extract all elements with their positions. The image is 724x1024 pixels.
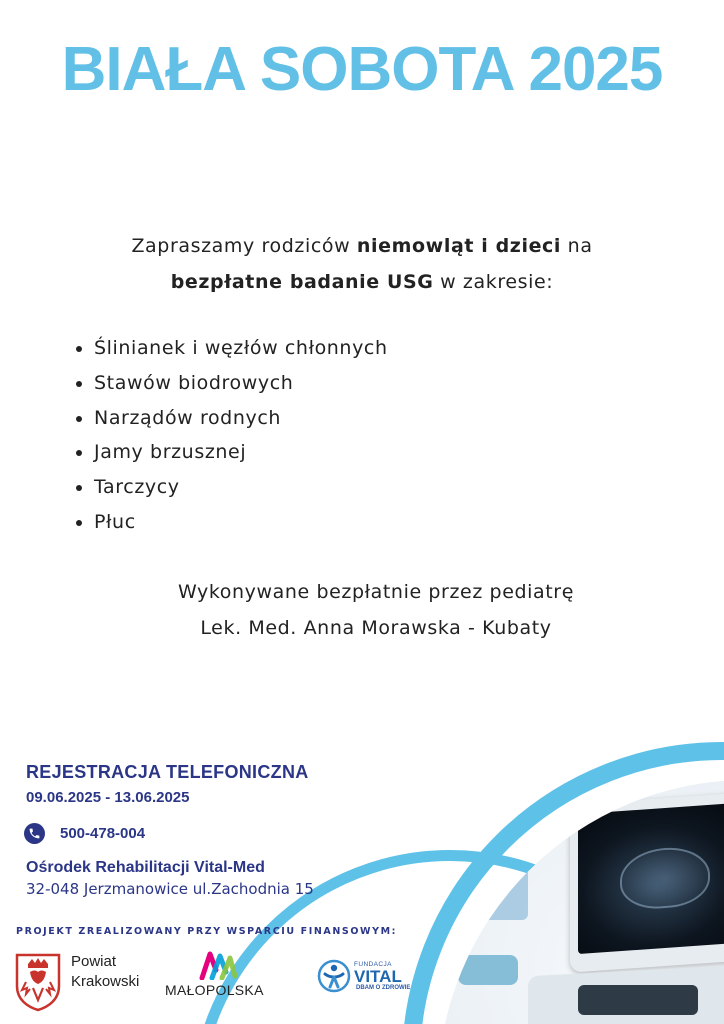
malopolska-logo-icon (198, 950, 238, 980)
ultrasound-photo (438, 780, 724, 1024)
malopolska-logo-text: MAŁOPOLSKA (165, 982, 264, 998)
intro-line-2: bezpłatne badanie USG w zakresie: (170, 271, 554, 293)
ultrasound-image (620, 845, 710, 911)
ultrasound-monitor (570, 791, 724, 972)
exam-list (70, 331, 388, 540)
vital-logo-tagline: DBAM O ZDROWIE (356, 985, 411, 991)
phone-icon (24, 823, 45, 844)
registration-dates: 09.06.2025 - 13.06.2025 (26, 789, 190, 806)
powiat-crest-icon (14, 952, 62, 1012)
photo-teal-object (458, 955, 518, 985)
performed-line-1: Wykonywane bezpłatnie przez pediatrę (177, 581, 575, 603)
ultrasound-touchpad (578, 985, 698, 1015)
vital-logo-small-text: FUNDACJA (354, 961, 392, 968)
list-item: Tarczycy (70, 470, 388, 505)
photo-blue-object (458, 840, 528, 920)
center-address: 32-048 Jerzmanowice ul.Zachodnia 15 (26, 880, 314, 898)
powiat-logo-text: Powiat Krakowski (71, 953, 140, 990)
intro-emphasis-children: niemowląt i dzieci (356, 235, 562, 257)
sponsor-heading: PROJEKT ZREALIZOWANY PRZY WSPARCIU FINANSOWYM: (16, 926, 398, 937)
vital-logo-icon (316, 958, 352, 994)
page-title: BIAŁA SOBOTA 2025 (61, 35, 663, 104)
performed-by (0, 574, 724, 646)
list-item: Płuc (70, 505, 388, 540)
list-item: Ślinianek i węzłów chłonnych (70, 331, 388, 366)
intro-text (0, 228, 724, 300)
list-item: Stawów biodrowych (70, 366, 388, 401)
phone-number[interactable]: 500-478-004 (60, 825, 146, 842)
registration-title: REJESTRACJA TELEFONICZNA (26, 762, 309, 782)
intro-emphasis-usg: bezpłatne badanie USG (170, 271, 434, 293)
center-name: Ośrodek Rehabilitacji Vital-Med (26, 859, 265, 876)
list-item: Narządów rodnych (70, 401, 388, 436)
ultrasound-screen (578, 802, 724, 954)
vital-logo-name: VITAL (354, 967, 402, 986)
list-item: Jamy brzusznej (70, 435, 388, 470)
intro-line-1: Zapraszamy rodziców niemowląt i dzieci na (131, 235, 593, 257)
doctor-name: Lek. Med. Anna Morawska - Kubaty (200, 617, 552, 639)
